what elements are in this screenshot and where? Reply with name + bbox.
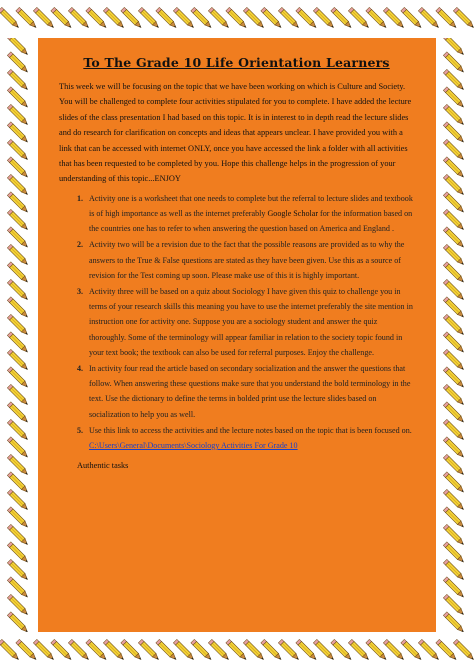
pencil-border-left (0, 38, 38, 632)
activity-list (59, 191, 414, 453)
footer-note: Authentic tasks (77, 461, 129, 471)
content-panel (38, 38, 436, 632)
pencil-border-right (436, 38, 474, 632)
pencil-icon (453, 639, 474, 661)
activity-1-text-a: Activity one is a worksheet that one needs to complete but the referral to lecture slides and textbook is of high importance as well as the internet preferably (89, 193, 413, 219)
page-title: To The Grade 10 Life Orientation Learners (83, 55, 390, 70)
activity-item-3: Activity three will be based on a quiz about Sociology I have given this quiz to challenge you in terms of your research skills this meaning you have to use the internet preferably the site mention in instruction one for activity one. Suppose you are a sociology student and answer the quiz thoroughly. Some of the terminology will appear familiar in relation to the society topic found in your text book; the textbook can also be used for referral purposes. Enjoy the challenge. (89, 287, 413, 357)
pencil-row (0, 0, 474, 38)
pencil-icon (7, 612, 29, 632)
activity-5-text: Use this link to access the activities and the lecture notes based on the topic that is been focused on. (89, 425, 412, 435)
pencil-border-top (0, 0, 474, 38)
pencil-row (436, 38, 474, 632)
activity-item-5 (89, 423, 414, 453)
activity-item-1 (89, 191, 414, 237)
activity-item-4: In activity four read the article based on secondary socialization and the answer the questions that follow. When answering these questions make sure that you understand the bold terminology in the text. Use the dictionary to define the terms in bolded print use the lecture slides based on socialization to help you as well. (89, 364, 411, 419)
pencil-icon (453, 7, 474, 29)
google-scholar-link: Google Scholar (267, 209, 319, 219)
intro-paragraph: This week we will be focusing on the topic that we have been working on which is Culture and Society. You will be challenged to complete four activities stipulated for you to complete. I have added the lecture slides of the class presentation I had based on this topic. It is in interest to in depth read the lecture slides and do research for clarification on concepts and ideas that appears unclear. I have provided you with a link that can be accessed with internet ONLY, once you have accessed the link a folder with all activities that has been requested to be completed by you. Hope this challenge helps in the progression of your understanding of this topic...ENJOY (59, 82, 412, 184)
pencil-row (0, 632, 474, 670)
activity-1-text-b: for the information based on the countries one has to refer to when answering the question based on America and England . (89, 209, 413, 234)
activities-folder-link[interactable]: C:\Users\General\Documents\Sociology Activities For Grade 10 (89, 441, 298, 451)
activity-item-2: Activity two will be a revision due to the fact that the possible reasons are provided as to why the answers to the True & False questions are stated as they have been given. Use this as a source of revision for the Test coming up soon. Please make use of this it is highly important. (89, 240, 405, 280)
pencil-row (0, 38, 38, 632)
pencil-border-bottom (0, 632, 474, 670)
pencil-icon (443, 612, 465, 632)
